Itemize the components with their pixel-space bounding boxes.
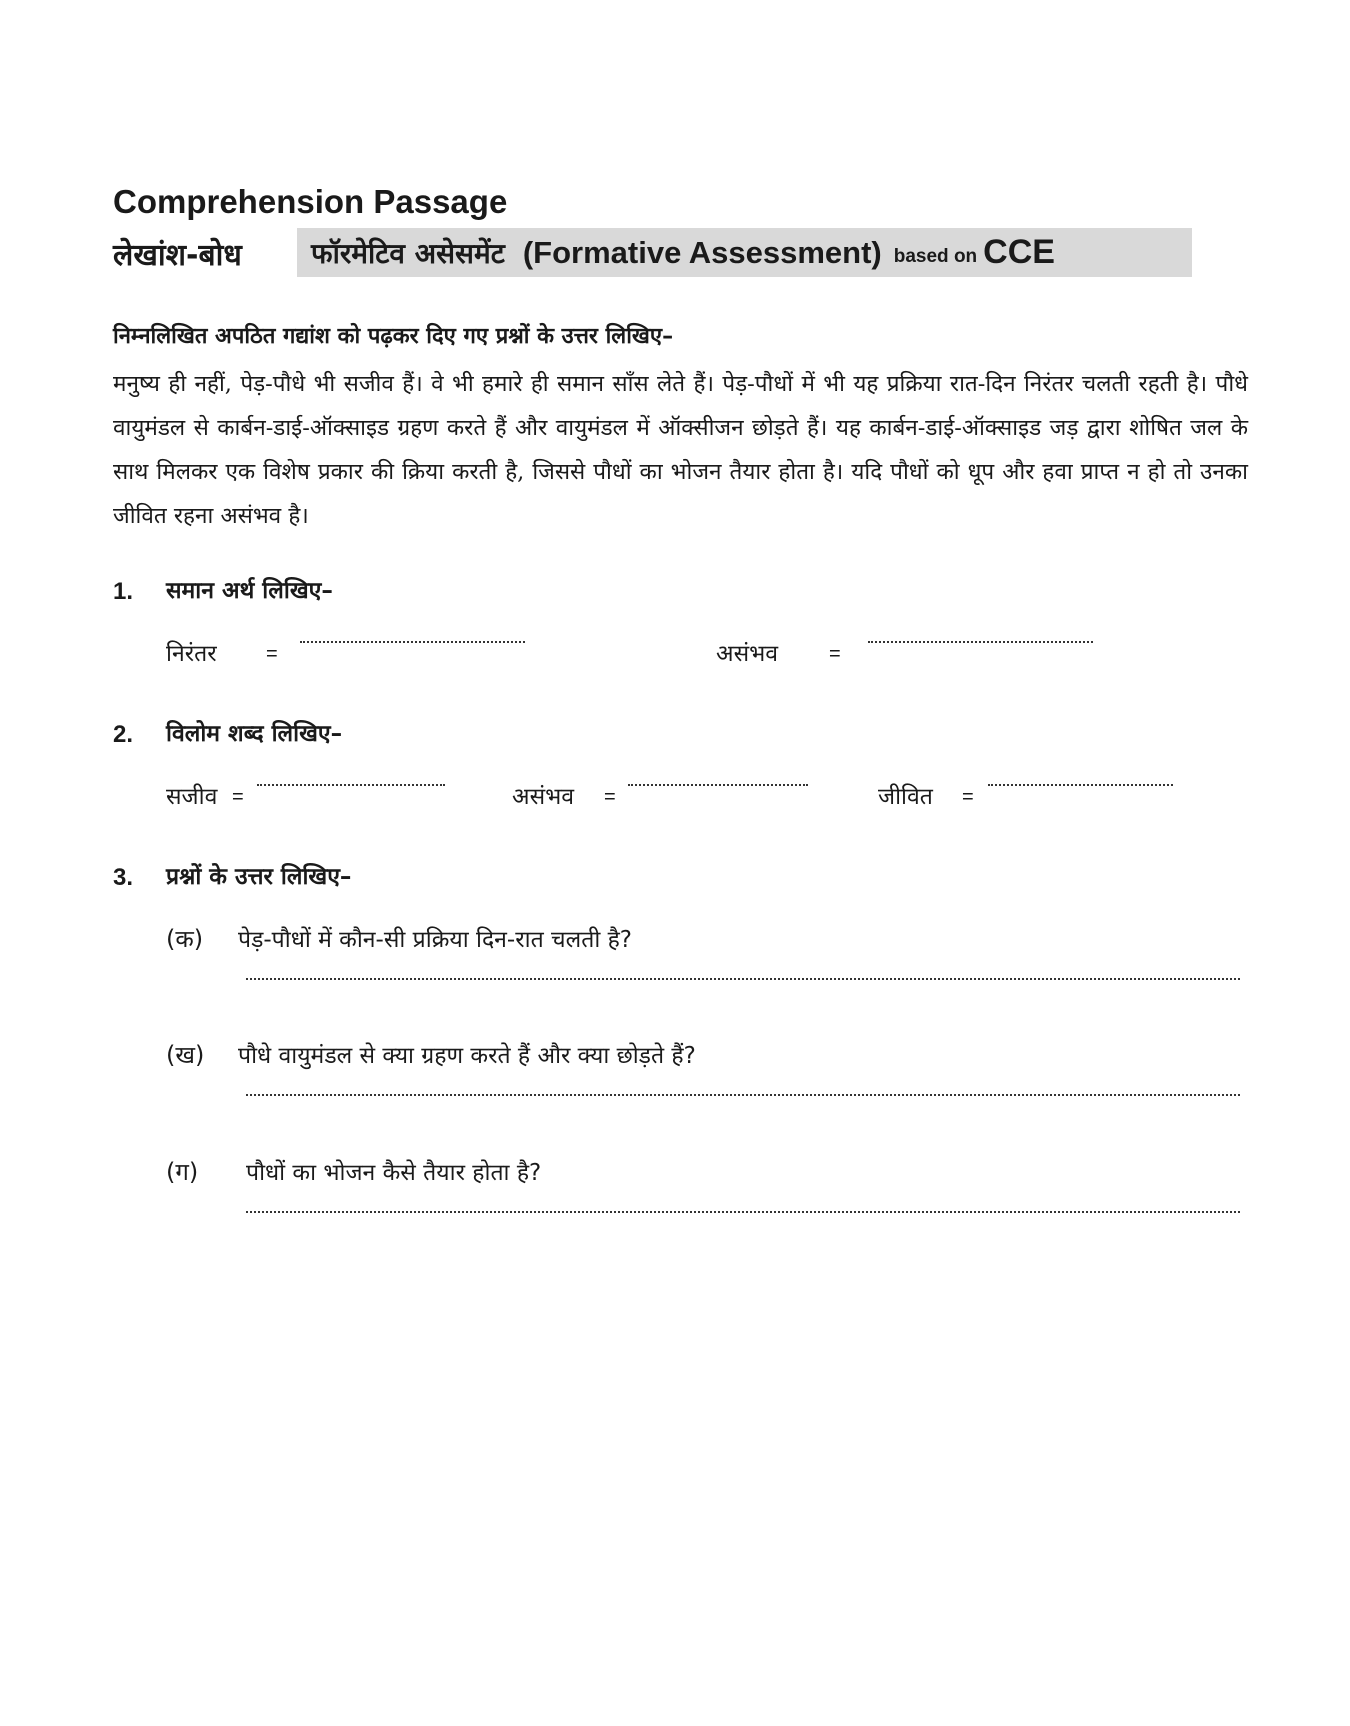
q1-answer-line-1[interactable] xyxy=(300,641,525,643)
q1-equals-2: = xyxy=(829,643,841,665)
question-2-number: 2. xyxy=(113,721,134,748)
q1-word-2: असंभव xyxy=(716,641,779,667)
question-1-number: 1. xyxy=(113,578,134,605)
question-2-heading: विलोम शब्द लिखिए– xyxy=(166,721,343,747)
banner-hindi-text: फॉरमेटिव असेसमेंट xyxy=(311,236,505,270)
question-1-heading: समान अर्थ लिखिए– xyxy=(166,578,333,604)
q3-answer-line-ka[interactable] xyxy=(246,978,1240,980)
banner-based-on: based on xyxy=(893,245,978,267)
q2-equals-3: = xyxy=(962,786,974,808)
q3-sub-question-ga: पौधों का भोजन कैसे तैयार होता है? xyxy=(246,1160,542,1186)
passage-text: मनुष्य ही नहीं, पेड़-पौधे भी सजीव हैं। वे भी हमारे ही समान साँस लेते हैं। पेड़-पौधों में भी यह प्रक्रिया रात-दिन निरंतर चलती रहती है। पौधे वायुमंडल से कार्बन-डाई-ऑक्साइड ग्रहण करते हैं और वायुमंडल में ऑक्सीजन छोड़ते हैं। यह कार्बन-डाई-ऑक्साइड जड़ द्वारा शोषित जल के साथ मिलकर एक विशेष प्रकार की क्रिया करती है, जिससे पौधों का भोजन तैयार होता है। यदि पौधों को धूप और हवा प्राप्त न हो तो उनका जीवित रहना असंभव है। xyxy=(113,371,1248,529)
question-3-heading: प्रश्नों के उत्तर लिखिए– xyxy=(166,864,352,890)
q3-answer-line-kha[interactable] xyxy=(246,1094,1240,1096)
page-subtitle-hindi: लेखांश-बोध xyxy=(113,238,242,273)
q2-word-2: असंभव xyxy=(512,784,575,810)
q3-sub-question-kha: पौधे वायुमंडल से क्या ग्रहण करते हैं और क्या छोड़ते हैं? xyxy=(238,1043,696,1069)
q3-answer-line-ga[interactable] xyxy=(246,1211,1240,1213)
q1-word-1: निरंतर xyxy=(166,641,217,667)
q3-sub-label-kha: (ख) xyxy=(166,1041,205,1069)
q3-sub-question-ka: पेड़-पौधों में कौन-सी प्रक्रिया दिन-रात चलती है? xyxy=(238,927,633,953)
q2-answer-line-1[interactable] xyxy=(257,784,445,786)
q2-word-1: सजीव xyxy=(166,784,218,810)
q3-sub-label-ga: (ग) xyxy=(166,1158,199,1186)
question-3-number: 3. xyxy=(113,864,134,891)
page-title: Comprehension Passage xyxy=(113,183,508,220)
q2-word-3: जीवित xyxy=(878,784,933,810)
q2-answer-line-3[interactable] xyxy=(988,784,1173,786)
banner-cce: CCE xyxy=(983,233,1055,271)
q1-equals-1: = xyxy=(266,643,278,665)
q2-equals-2: = xyxy=(604,786,616,808)
q2-answer-line-2[interactable] xyxy=(628,784,808,786)
q2-equals-1: = xyxy=(232,786,244,808)
q1-answer-line-2[interactable] xyxy=(868,641,1093,643)
instruction: निम्नलिखित अपठित गद्यांश को पढ़कर दिए गए प्रश्नों के उत्तर लिखिए– xyxy=(113,324,674,349)
banner-english-text: (Formative Assessment) xyxy=(522,234,882,270)
assessment-banner xyxy=(297,228,1192,277)
q3-sub-label-ka: (क) xyxy=(166,925,204,953)
